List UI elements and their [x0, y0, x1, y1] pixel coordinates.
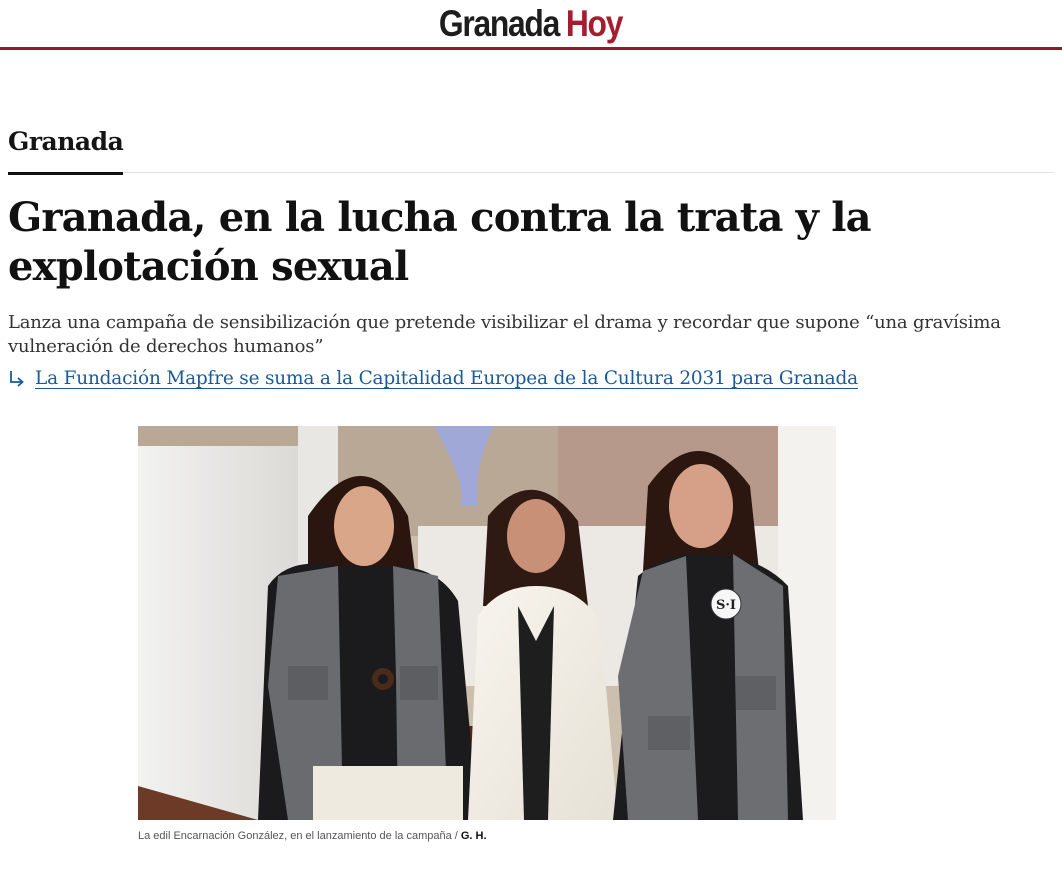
article-subtitle: Lanza una campaña de sensibilización que pretende visibilizar el drama y recordar que supone “una gravísima vulneración de derechos humanos”: [8, 312, 1001, 357]
article-headline: Granada, en la lucha contra la trata y la explotación sexual: [8, 194, 871, 290]
section-underline: [8, 172, 123, 175]
logo-word-granada: Granada: [439, 3, 560, 44]
caption-separator: /: [451, 830, 461, 842]
photo-credit: G. H.: [460, 830, 487, 842]
article-photo: [138, 426, 836, 820]
caption-text: La edil Encarnación González, en el lanzamiento de la campaña: [138, 830, 452, 842]
related-article[interactable]: [8, 368, 858, 389]
photo-caption: [138, 830, 487, 842]
vest-badge-text: S·I: [716, 598, 736, 613]
site-logo[interactable]: [439, 5, 622, 42]
section-label[interactable]: Granada: [8, 127, 124, 156]
arrow-return-icon: [8, 369, 26, 389]
related-article-link[interactable]: La Fundación Mapfre se suma a la Capitalidad Europea de la Cultura 2031 para Granada: [35, 368, 858, 389]
logo-word-hoy: Hoy: [566, 3, 623, 44]
section-divider: [8, 172, 1054, 173]
masthead: [0, 0, 1062, 50]
